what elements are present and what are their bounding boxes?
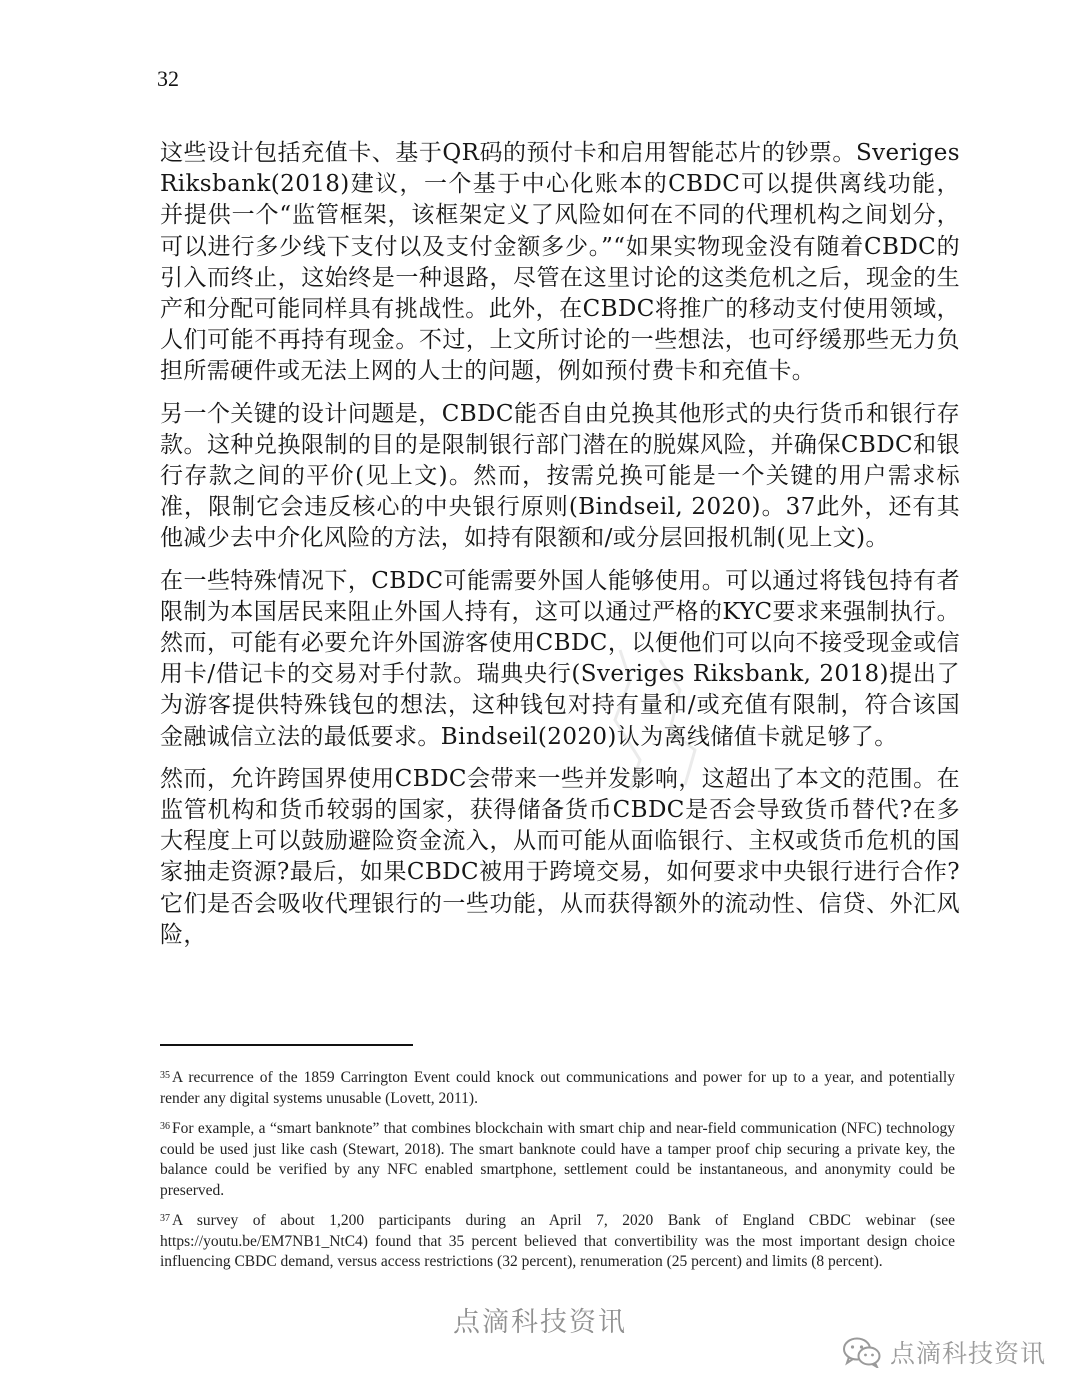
footnote-divider	[160, 1044, 413, 1046]
footnote-number: 35	[160, 1069, 170, 1081]
footnotes	[160, 1068, 955, 1283]
footnote-text: A survey of about 1,200 participants during an April 7, 2020 Bank of England CBDC webinar (see https://youtu.be/EM7NB1_NtC4) found that 35 percent believed that convertibility was the most important design choice influencing CBDC demand, versus access restrictions (32 percent), renumeration (25 percent) and limits (8 percent).	[160, 1212, 955, 1270]
footnote	[160, 1119, 955, 1201]
watermark-corner	[842, 1334, 1046, 1370]
footnote-number: 37	[160, 1212, 170, 1224]
body-text	[160, 138, 960, 962]
footnote	[160, 1211, 955, 1273]
wechat-icon	[842, 1336, 882, 1368]
footnote-text: For example, a “smart banknote” that combines blockchain with smart chip and near-field communication (NFC) technology could be used just like cash (Stewart, 2018). The smart banknote could have a tamper proof chip securing a private key, the balance could be verified by any NFC enabled smartphone, settlement could be instantaneous, and anonymity could be preserved.	[160, 1120, 955, 1199]
paragraph: 这些设计包括充值卡、基于QR码的预付卡和启用智能芯片的钞票。Sveriges Riksbank(2018)建议，一个基于中心化账本的CBDC可以提供离线功能，并提供一个“监管框架，该框架定义了风险如何在不同的代理机构之间划分，可以进行多少线下支付以及支付金额多少。”“如果实物现金没有随着CBDC的引入而终止，这始终是一种退路，尽管在这里讨论的这类危机之后，现金的生产和分配可能同样具有挑战性。此外，在CBDC将推广的移动支付使用领域，人们可能不再持有现金。不过，上文所讨论的一些想法，也可纾缓那些无力负担所需硬件或无法上网的人士的问题，例如预付费卡和充值卡。	[160, 140, 960, 385]
paragraph: 然而，允许跨国界使用CBDC会带来一些并发影响，这超出了本文的范围。在监管机构和货币较弱的国家，获得储备货币CBDC是否会导致货币替代?在多大程度上可以鼓励避险资金流入，从而可能从面临银行、主权或货币危机的国家抽走资源?最后，如果CBDC被用于跨境交易，如何要求中央银行进行合作?它们是否会吸收代理银行的一些功能，从而获得额外的流动性、信贷、外汇风险，	[160, 765, 960, 948]
watermark-corner-label: 点滴科技资讯	[889, 1339, 1046, 1368]
watermark-center: 点滴科技资讯	[453, 1307, 627, 1338]
footnote-text: A recurrence of the 1859 Carrington Event could knock out communications and power for up to a year, and potentially render any digital systems unusable (Lovett, 2011).	[160, 1069, 955, 1107]
paragraph: 另一个关键的设计问题是，CBDC能否自由兑换其他形式的央行货币和银行存款。这种兑换限制的目的是限制银行部门潜在的脱媒风险，并确保CBDC和银行存款之间的平价(见上文)。然而，按需兑换可能是一个关键的用户需求标准，限制它会违反核心的中央银行原则(Bindseil, 2020)。37此外，还有其他减少去中介化风险的方法，如持有限额和/或分层回报机制(见上文)。	[160, 400, 960, 552]
page-number: 32	[157, 66, 179, 91]
paragraph: 在一些特殊情况下，CBDC可能需要外国人能够使用。可以通过将钱包持有者限制为本国居民来阻止外国人持有，这可以通过严格的KYC要求来强制执行。然而，可能有必要允许外国游客使用CBDC，以便他们可以向不接受现金或信用卡/借记卡的交易对手付款。瑞典央行(Sveriges Riksbank, 2018)提出了为游客提供特殊钱包的想法，这种钱包对持有量和/或充值有限制，符合该国金融诚信立法的最低要求。Bindseil(2020)认为离线储值卡就足够了。	[160, 567, 960, 750]
footnote	[160, 1068, 955, 1109]
faint-stamp-watermark	[600, 640, 730, 800]
footnote-number: 36	[160, 1120, 170, 1132]
